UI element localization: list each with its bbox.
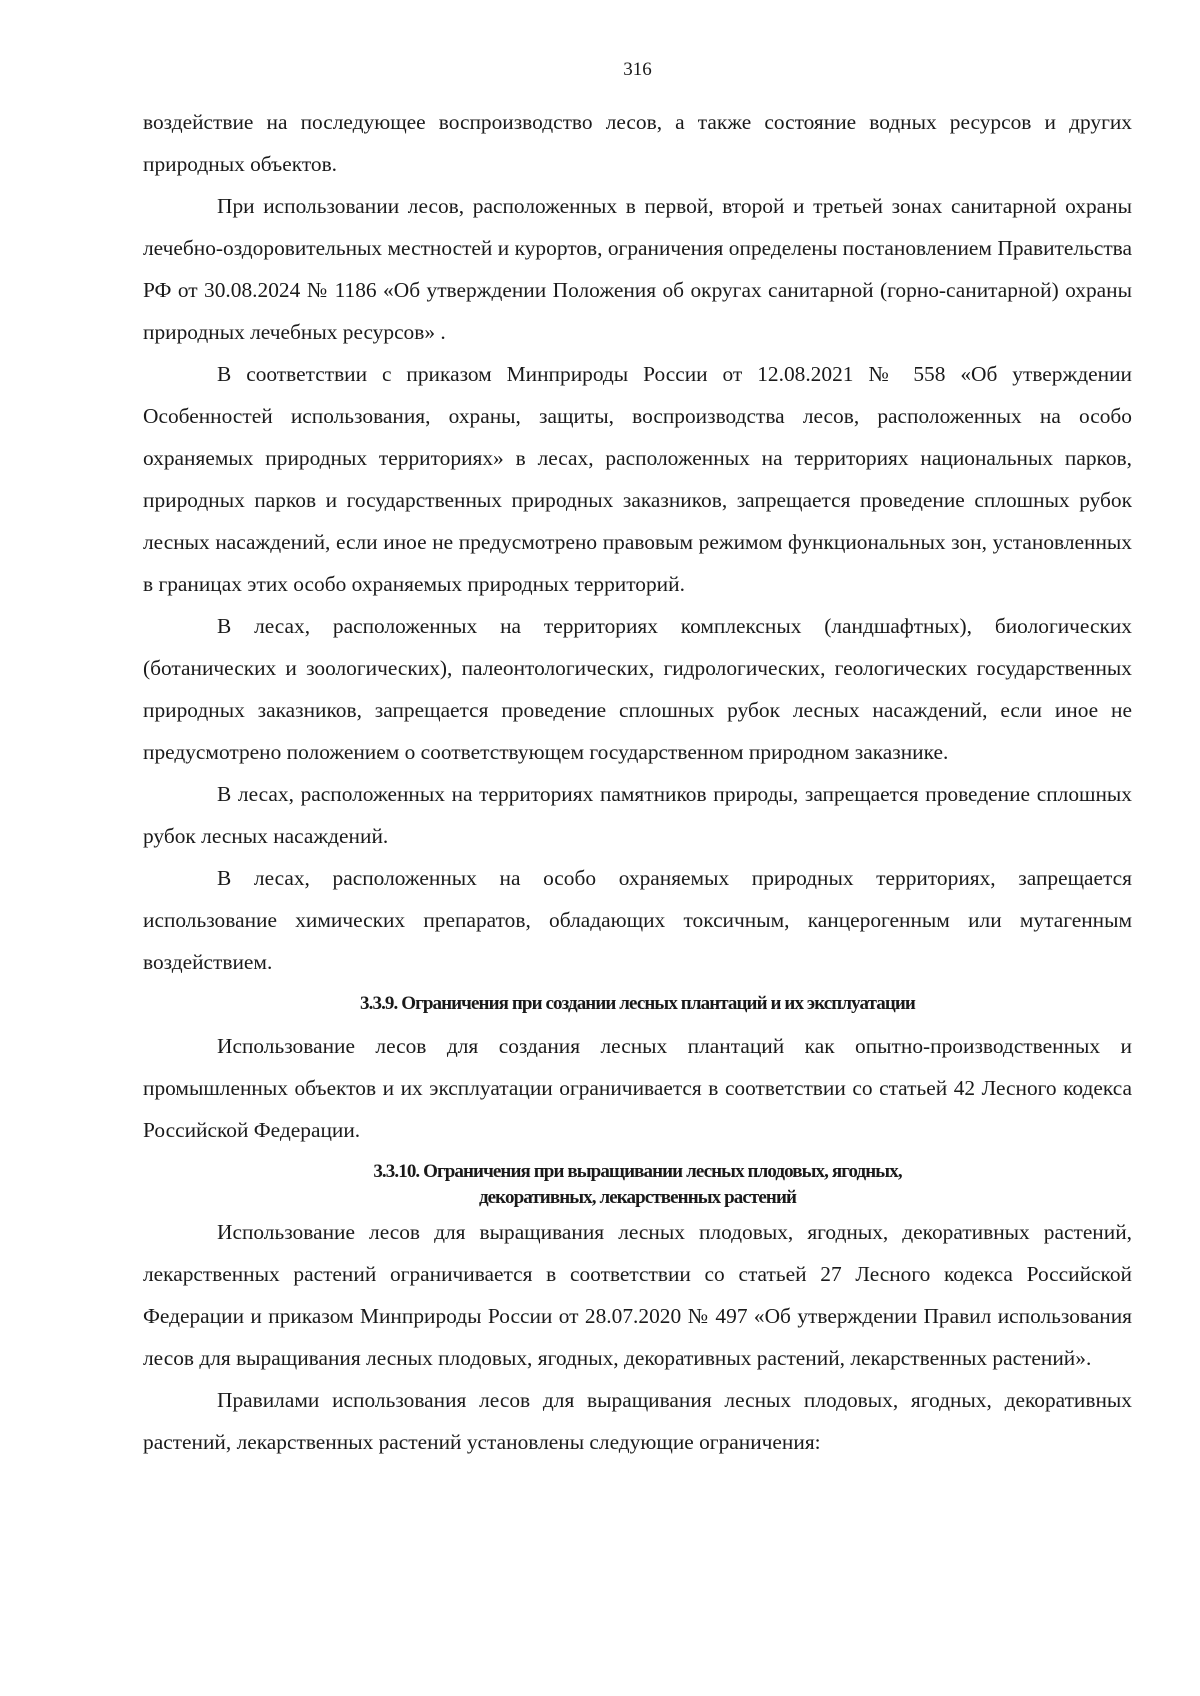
paragraph-continuation: воздействие на последующее воспроизводство лесов, а также состояние водных ресурсов и других природных объектов. [143, 110, 1132, 176]
paragraph-natural-monuments: В лесах, расположенных на территориях памятников природы, запрещается проведение сплошных рубок лесных насаждений. [143, 782, 1132, 848]
paragraph-restrictions-intro: Правилами использования лесов для выращивания лесных плодовых, ягодных, декоративных растений, лекарственных растений установлены следующие ограничения: [143, 1388, 1132, 1454]
paragraph-fruit-berry-plants: Использование лесов для выращивания лесных плодовых, ягодных, декоративных растений, лекарственных растений ограничивается в соответствии со статьей 27 Лесного кодекса Российской Федерации и приказом Минприроды России от 28.07.2020 № 497 «Об утверждении Правил использования лесов для выращивания лесных плодовых, ягодных, декоративных растений, лекарственных растений». [143, 1220, 1132, 1370]
paragraph-order-558: В соответствии с приказом Минприроды России от 12.08.2021 № 558 «Об утверждении Особенностей использования, охраны, защиты, воспроизводства лесов, расположенных на особо охраняемых природных территориях» в лесах, расположенных на территориях национальных парков, природных парков и государственных природных заказников, запрещается проведение сплошных рубок лесных насаждений, если иное не предусмотрено правовым режимом функциональных зон, установленных в границах этих особо охраняемых природных территорий. [143, 362, 1132, 596]
page-number: 316 [623, 59, 652, 80]
paragraph-sanitary-zones: При использовании лесов, расположенных в первой, второй и третьей зонах санитарной охраны лечебно-оздоровительных местностей и курортов, ограничения определены постановлением Правительства РФ от 30.08.2024 № 1186 «Об утверждении Положения об округах санитарной (горно-санитарной) охраны природных лечебных ресурсов» . [143, 194, 1132, 344]
paragraph-chemicals: В лесах, расположенных на особо охраняемых природных территориях, запрещается использование химических препаратов, обладающих токсичным, канцерогенным или мутагенным воздействием. [143, 866, 1132, 974]
paragraph-reserves: В лесах, расположенных на территориях комплексных (ландшафтных), биологических (ботанических и зоологических), палеонтологических, гидрологических, геологических государственных природных заказников, запрещается проведение сплошных рубок лесных насаждений, если иное не предусмотрено положением о соответствующем государственном природном заказнике. [143, 614, 1132, 764]
heading-3-3-10 [143, 1159, 1132, 1211]
paragraph-plantations: Использование лесов для создания лесных плантаций как опытно-производственных и промышленных объектов и их эксплуатации ограничивается в соответствии со статьей 42 Лесного кодекса Российской Федерации. [143, 1034, 1132, 1142]
heading-3-3-10-line2: декоративных, лекарственных растений [478, 1187, 797, 1208]
document-body [143, 101, 1132, 1463]
heading-3-3-9: 3.3.9. Ограничения при создании лесных плантаций и их эксплуатации [360, 993, 915, 1014]
heading-3-3-10-line1: 3.3.10. Ограничения при выращивании лесных плодовых, ягодных, [373, 1161, 902, 1182]
